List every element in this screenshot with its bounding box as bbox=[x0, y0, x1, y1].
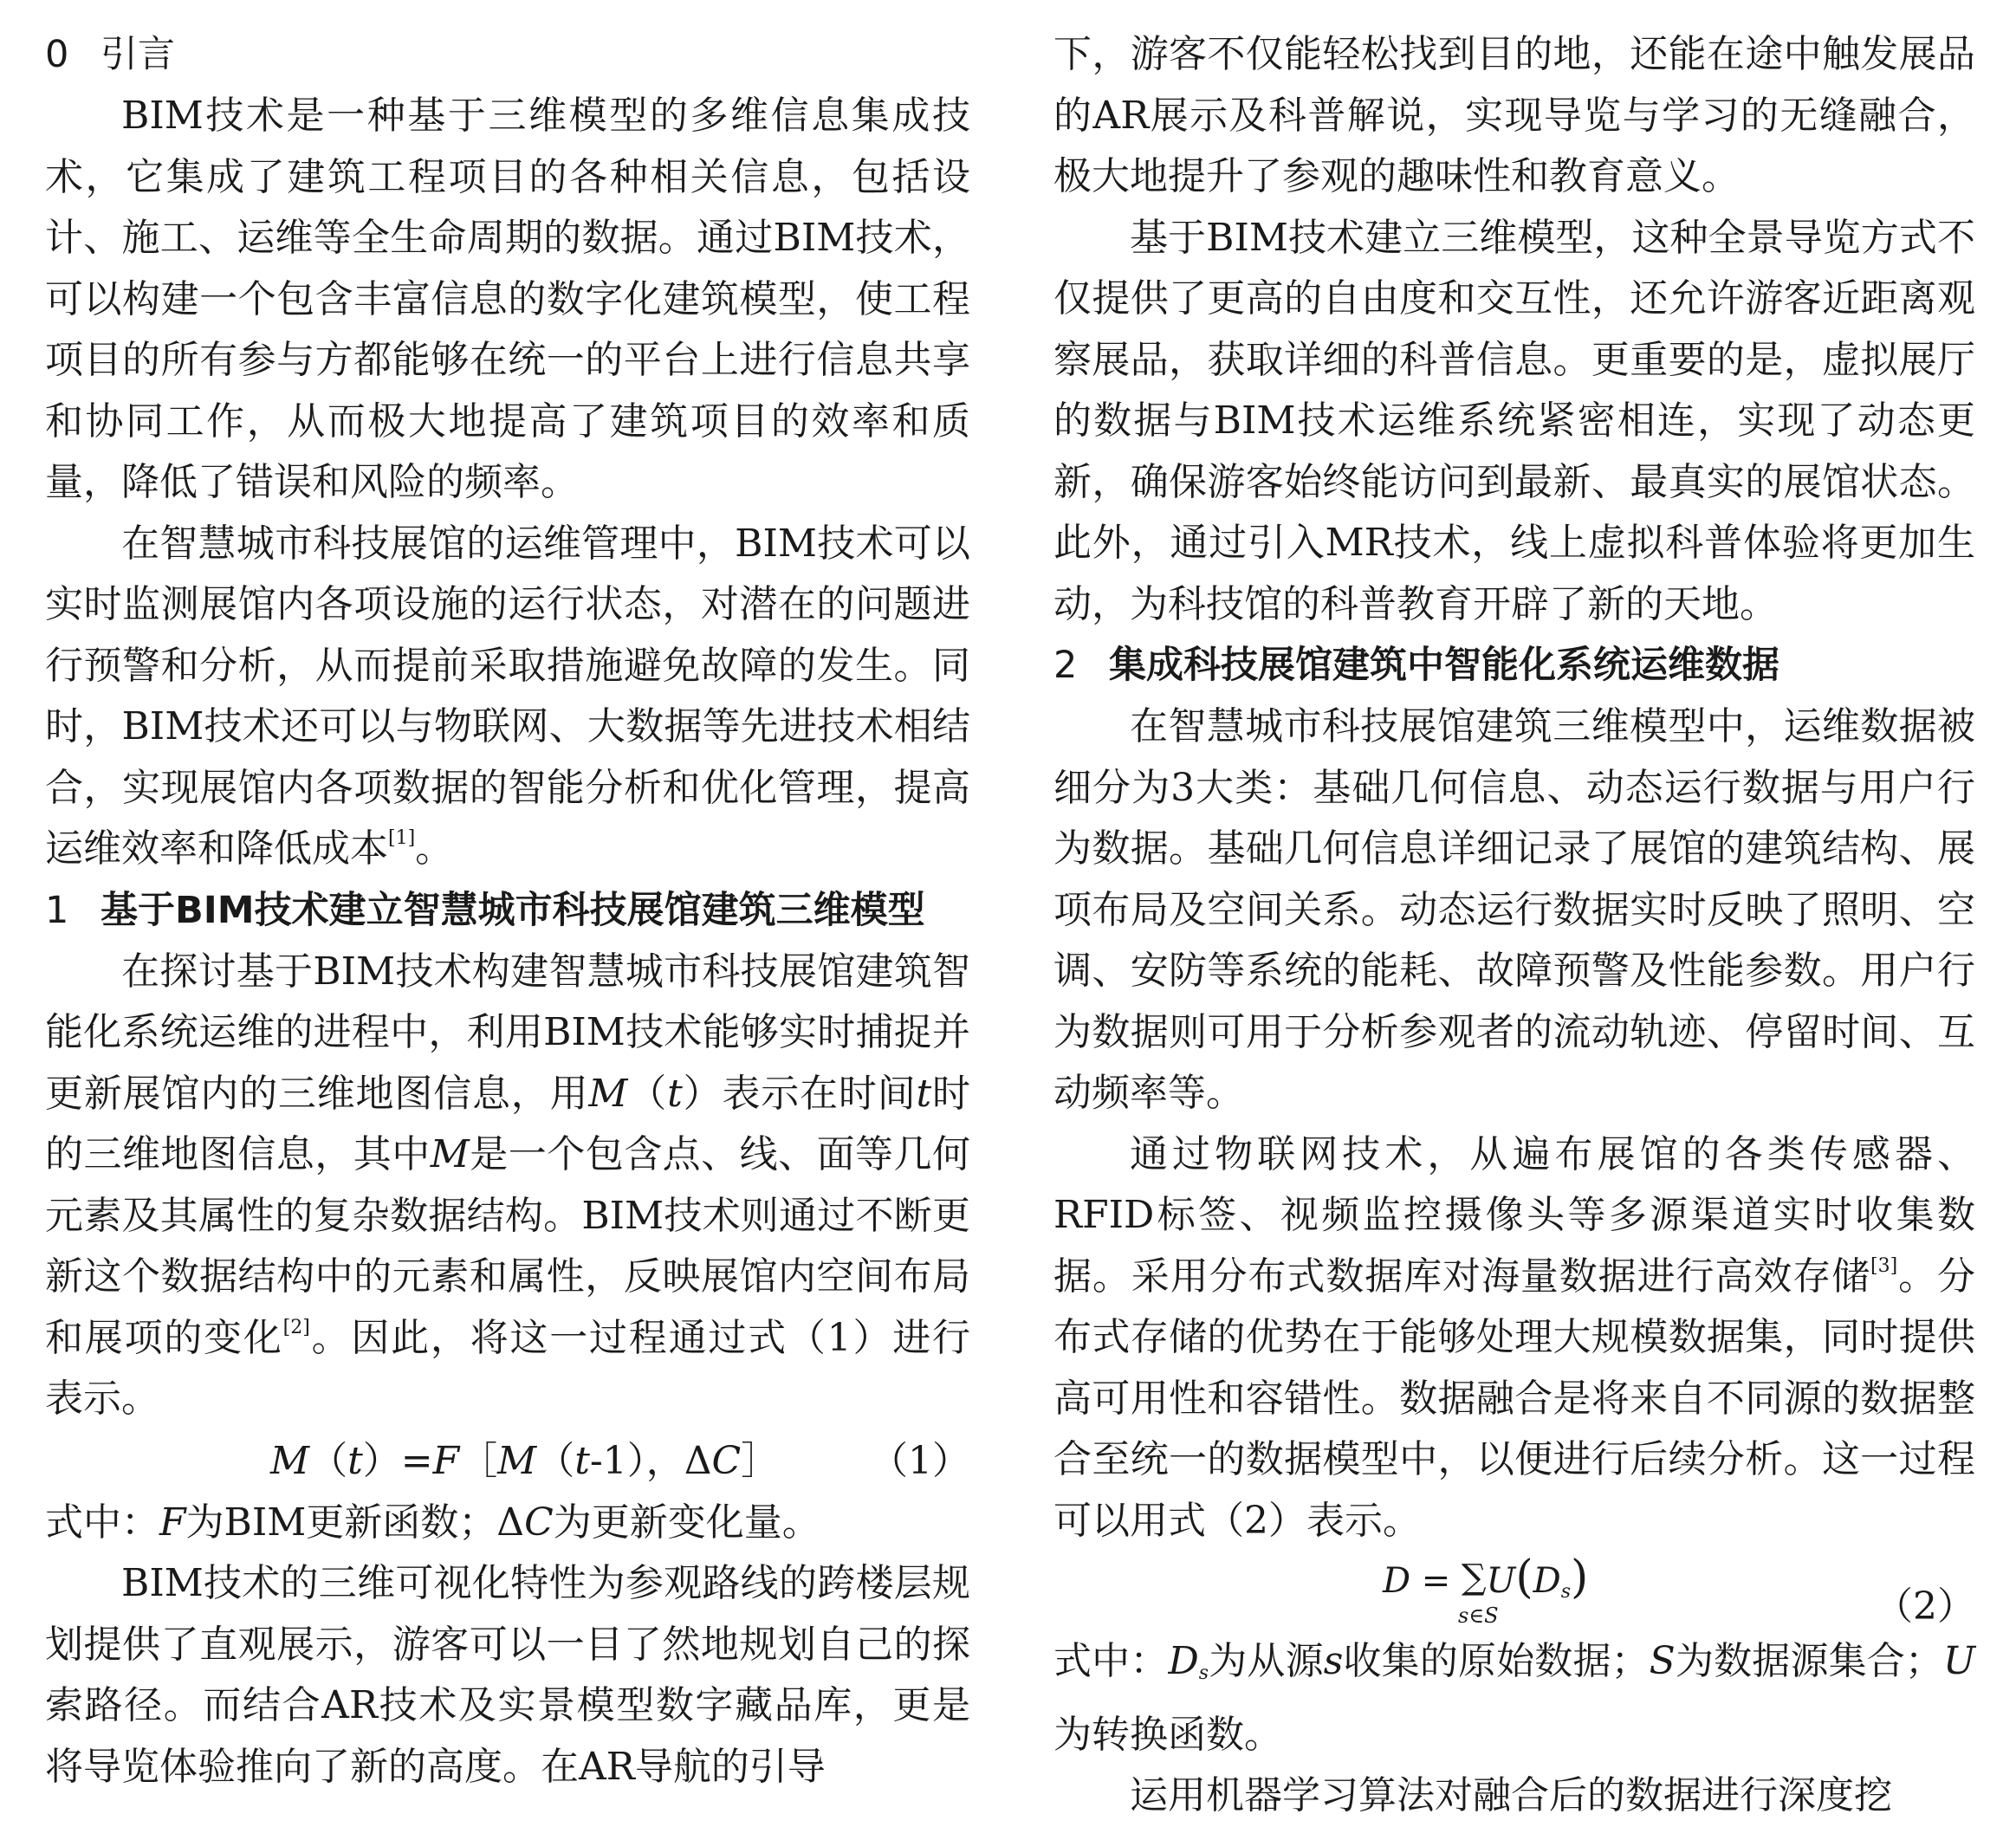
equation-2 bbox=[1053, 1552, 1975, 1631]
paragraph-iot-collection bbox=[1053, 1124, 1975, 1552]
citation-ref: [2] bbox=[282, 1316, 310, 1338]
section-heading-2 bbox=[1053, 635, 1975, 696]
equation-1-legend: 式中：F为BIM更新函数；ΔC为更新变化量。 bbox=[45, 1500, 820, 1545]
section-number: 1 bbox=[45, 888, 69, 932]
left-column bbox=[45, 24, 970, 1798]
text: 。分布式存储的优势在于能够处理大规模数据集，同时提供高可用性和容错性。数据融合是将来自不同源的数据整合至统一的数据模型中，以便进行后续分析。这一过程可以用式（2）表示。 bbox=[1053, 1254, 1975, 1543]
text: （ bbox=[627, 1071, 668, 1116]
text: 通过物联网技术，从遍布展馆的各类传感器、RFID标签、视频监控摄像头等多源渠道实时收集数据。采用分布式数据库对海量数据进行高效存储 bbox=[1053, 1131, 1975, 1299]
paragraph-panorama: 基于BIM技术建立三维模型，这种全景导览方式不仅提供了更高的自由度和交互性，还允许游客近距离观察展品，获取详细的科普信息。更重要的是，虚拟展厅的数据与BIM技术运维系统紧密相连，实现了动态更新，确保游客始终能访问到最新、最真实的展馆状态。此外，通过引入MR技术，线上虚拟科普体验将更加生动，为科技馆的科普教育开辟了新的天地。 bbox=[1053, 215, 1975, 626]
citation-ref: [1] bbox=[388, 827, 416, 849]
section-title: 引言 bbox=[100, 33, 175, 76]
right-column bbox=[1053, 24, 1975, 1827]
paragraph-bim-intro: BIM技术是一种基于三维模型的多维信息集成技术，它集成了建筑工程项目的各种相关信息，包括设计、施工、运维等全生命周期的数据。通过BIM技术，可以构建一个包含丰富信息的数字化建筑模型，使工程项目的所有参与方都能够在统一的平台上进行信息共享和协同工作，从而极大地提高了建筑项目的效率和质量，降低了错误和风险的频率。 bbox=[45, 94, 970, 504]
section-heading-0 bbox=[45, 24, 970, 86]
paragraph-visualization: BIM技术的三维可视化特性为参观路线的跨楼层规划提供了直观展示，游客可以一目了然地规划自己的探索路径。而结合AR技术及实景模型数字藏品库，更是将导览体验推向了新的高度。在AR导航的引导 bbox=[45, 1561, 970, 1789]
math-var: M bbox=[430, 1132, 470, 1176]
text: 。因此，将这一过程通过式（1）进行表示。 bbox=[45, 1315, 970, 1421]
math-var: t bbox=[916, 1071, 932, 1116]
text: 在探讨基于BIM技术构建智慧城市科技展馆建筑智能化系统运维的进程中，利用BIM技术能够实时捕捉并更新展馆内的三维地图信息，用 bbox=[45, 949, 970, 1116]
section-heading-1 bbox=[45, 880, 970, 942]
paragraph-data-categories: 在智慧城市科技展馆建筑三维模型中，运维数据被细分为3大类：基础几何信息、动态运行数据与用户行为数据。基础几何信息详细记录了展馆的建筑结构、展项布局及空间关系。动态运行数据实时反映了照明、空调、安防等系统的能耗、故障预警及性能参数。用户行为数据则可用于分析参观者的流动轨迹、停留时间、互动频率等。 bbox=[1053, 704, 1975, 1115]
section-number: 2 bbox=[1053, 644, 1078, 687]
equation-number: （1） bbox=[870, 1438, 970, 1483]
section-number: 0 bbox=[45, 33, 69, 76]
equation-1 bbox=[45, 1430, 970, 1493]
equation-number: （2） bbox=[1875, 1584, 1975, 1629]
text: 是一个包含点、线、面等几何元素及其属性的复杂数据结构。BIM技术则通过不断更新这个数据结构中的元素和属性，反映展馆内空间布局和展项的变化 bbox=[45, 1132, 971, 1360]
paragraph-ml: 运用机器学习算法对融合后的数据进行深度挖 bbox=[1130, 1773, 1892, 1817]
equation-body: D = ∑ s∈S U(Ds) bbox=[1383, 1552, 1589, 1628]
paragraph-3d-map bbox=[45, 942, 970, 1430]
punctuation: 。 bbox=[415, 826, 454, 871]
text: ）表示在时间 bbox=[682, 1071, 917, 1116]
text: 时的三维地图信息，其中 bbox=[45, 1071, 971, 1176]
paragraph-text: 在智慧城市科技展馆的运维管理中，BIM技术可以实时监测展馆内各项设施的运行状态，对潜在的问题进行预警和分析，从而提前采取措施避免故障的发生。同时，BIM技术还可以与物联网、大数据等先进技术相结合，实现展馆内各项数据的智能分析和优化管理，提高运维效率和降低成本 bbox=[45, 521, 970, 871]
paragraph-ar-guide-cont: 下，游客不仅能轻松找到目的地，还能在途中触发展品的AR展示及科普解说，实现导览与学习的无缝融合，极大地提升了参观的趣味性和教育意义。 bbox=[1053, 32, 1975, 198]
equation-2-legend: 式中：Ds为从源s收集的原始数据；S为数据源集合；U为转换函数。 bbox=[1053, 1639, 1976, 1757]
citation-ref: [3] bbox=[1870, 1254, 1898, 1277]
section-title: 基于BIM技术建立智慧城市科技展馆建筑三维模型 bbox=[100, 888, 925, 932]
math-var: M bbox=[588, 1071, 628, 1116]
equation-body: M（t）=F［M（t-1），ΔC］ bbox=[270, 1438, 780, 1483]
section-title: 集成科技展馆建筑中智能化系统运维数据 bbox=[1109, 644, 1779, 687]
math-var: t bbox=[667, 1071, 683, 1116]
paragraph-ops-management bbox=[45, 514, 970, 880]
